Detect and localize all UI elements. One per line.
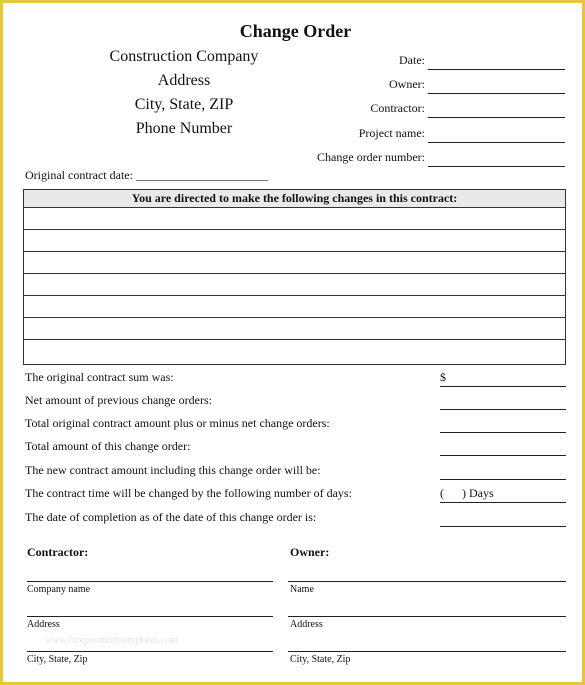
change-row[interactable] [24,274,565,296]
date-label: Date: [399,53,425,67]
owner-field [243,77,425,93]
previous-change-orders-label: Net amount of previous change orders: [25,393,212,407]
project-name-field [243,126,425,142]
page-title: Change Order [239,21,352,41]
change-order-number-label: Change order number: [317,150,425,164]
contractor-address-caption: Address [27,619,60,630]
change-order-number-field [243,150,425,166]
change-row[interactable] [24,340,565,362]
change-row[interactable] [24,230,565,252]
completion-date-label: The date of completion as of the date of this change order is: [25,510,317,524]
owner-name-line[interactable] [288,581,566,582]
original-contract-date[interactable]: Original contract date: ______________________ [25,168,268,182]
change-order-number-input[interactable] [428,150,565,167]
owner-address-line[interactable] [288,616,566,617]
owner-city-state-zip-caption: City, State, Zip [290,654,351,665]
contract-time-change-label: The contract time will be changed by the following number of days: [25,486,352,500]
owner-name-caption: Name [290,584,314,595]
contractor-city-state-zip-line[interactable] [27,651,273,652]
contractor-city-state-zip-caption: City, State, Zip [27,654,88,665]
date-input[interactable] [428,53,565,70]
contractor-input[interactable] [428,101,565,118]
original-contract-sum-label: The original contract sum was: [25,370,174,384]
previous-change-orders-input[interactable] [440,393,566,410]
contract-time-change-input[interactable]: ( ) Days [440,486,566,503]
original-contract-sum-input[interactable]: $ [440,370,566,387]
company-phone: Phone Number [135,120,233,137]
company-city-state-zip: City, State, ZIP [134,96,234,113]
contractor-company-name-line[interactable] [27,581,273,582]
change-row[interactable] [24,208,565,230]
owner-label: Owner: [389,77,425,91]
company-address: Address [157,72,211,89]
contractor-label: Contractor: [370,101,425,115]
owner-address-caption: Address [290,619,323,630]
change-row[interactable] [24,296,565,318]
contractor-field [243,101,425,117]
changes-table [23,189,566,365]
project-name-label: Project name: [358,126,425,140]
project-name-input[interactable] [428,126,565,143]
owner-input[interactable] [428,77,565,94]
completion-date-input[interactable] [440,510,566,527]
owner-signature-heading: Owner: [290,545,330,559]
changes-header: You are directed to make the following changes in this contract: [24,190,565,208]
contractor-signature-heading: Contractor: [27,545,89,559]
new-contract-amount-label: The new contract amount including this change order will be: [25,463,321,477]
owner-city-state-zip-line[interactable] [288,651,566,652]
total-this-change-order-label: Total amount of this change order: [25,439,191,453]
change-row[interactable] [24,318,565,340]
contractor-company-name-caption: Company name [27,584,91,595]
contractor-address-line[interactable] [27,616,273,617]
change-row[interactable] [24,252,565,274]
company-name: Construction Company [109,48,259,65]
watermark: www.freepremiumtemplates.com [45,635,179,646]
date-field [243,53,425,69]
total-original-amount-label: Total original contract amount plus or minus net change orders: [25,416,330,430]
total-this-change-order-input[interactable] [440,439,566,456]
total-original-amount-input[interactable] [440,416,566,433]
new-contract-amount-input[interactable] [440,463,566,480]
